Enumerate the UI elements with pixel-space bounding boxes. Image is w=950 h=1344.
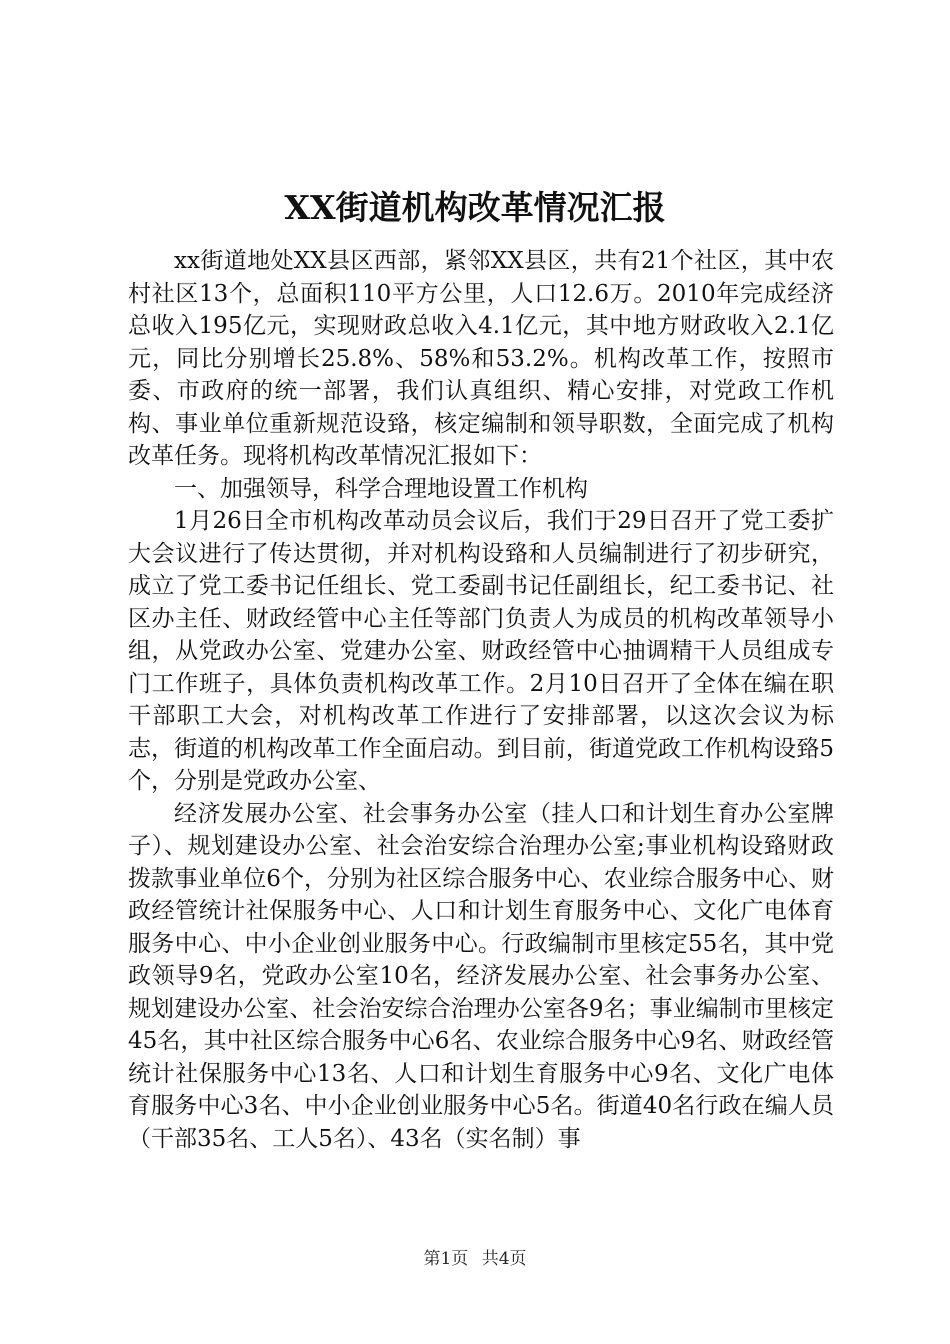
document-title: XX街道机构改革情况汇报 — [284, 188, 666, 227]
paragraph-staffing: 经济发展办公室、社会事务办公室（挂人口和计划生育办公室牌子）、规划建设办公室、社会治安综合治理办公室;事业机构设臵财政拨款事业单位6个，分别为社区综合服务中心、农业综合服务中心、财政经管统计社保服务中心、人口和计划生育服务中心、文化广电体育服务中心、中小企业创业服务中心。行政编制市里核定55名，其中党政领导9名，党政办公室10名，经济发展办公室、社会事务办公室、规划建设办公室、社会治安综合治理办公室各9名；事业编制市里核定45名，其中社区综合服务中心6名、农业综合服务中心9名、财政经管统计社保服务中心13名、人口和计划生育服务中心9名、文化广电体育服务中心3名、中小企业创业服务中心5名。街道40名行政在编人员（干部35名、工人5名）、43名（实名制）事 — [128, 800, 834, 1152]
page-number: 第1页 — [423, 1249, 469, 1269]
page-total: 共4页 — [481, 1249, 527, 1269]
paragraph-heading-1: 一、加强领导，科学合理地设置工作机构 — [174, 475, 588, 502]
paragraph-intro: xx街道地处XX县区西部，紧邻XX县区，共有21个社区，其中农村社区13个，总面积110平方公里，人口12.6万。2010年完成经济总收入195亿元，实现财政总收入4.1亿元，其中地方财政收入2.1亿元，同比分别增长25.8%、58%和53.2%。机构改革工作，按照市委、市政府的统一部署，我们认真组织、精心安排，对党政工作机构、事业单位重新规范设臵，核定编制和领导职数，全面完成了机构改革任务。现将机构改革情况汇报如下： — [128, 248, 834, 469]
page-footer — [0, 1244, 950, 1269]
paragraph-setup: 1月26日全市机构改革动员会议后，我们于29日召开了党工委扩大会议进行了传达贯彻，并对机构设臵和人员编制进行了初步研究，成立了党工委书记任组长、党工委副书记任副组长，纪工委书记、社区办主任、财政经管中心主任等部门负责人为成员的机构改革领导小组，从党政办公室、党建办公室、财政经管中心抽调精干人员组成专门工作班子，具体负责机构改革工作。2月10日召开了全体在编在职干部职工大会，对机构改革工作进行了安排部署，以这次会议为标志，街道的机构改革工作全面启动。到目前，街道党政工作机构设臵5个，分别是党政办公室、 — [128, 508, 834, 794]
document-body — [128, 245, 834, 1155]
